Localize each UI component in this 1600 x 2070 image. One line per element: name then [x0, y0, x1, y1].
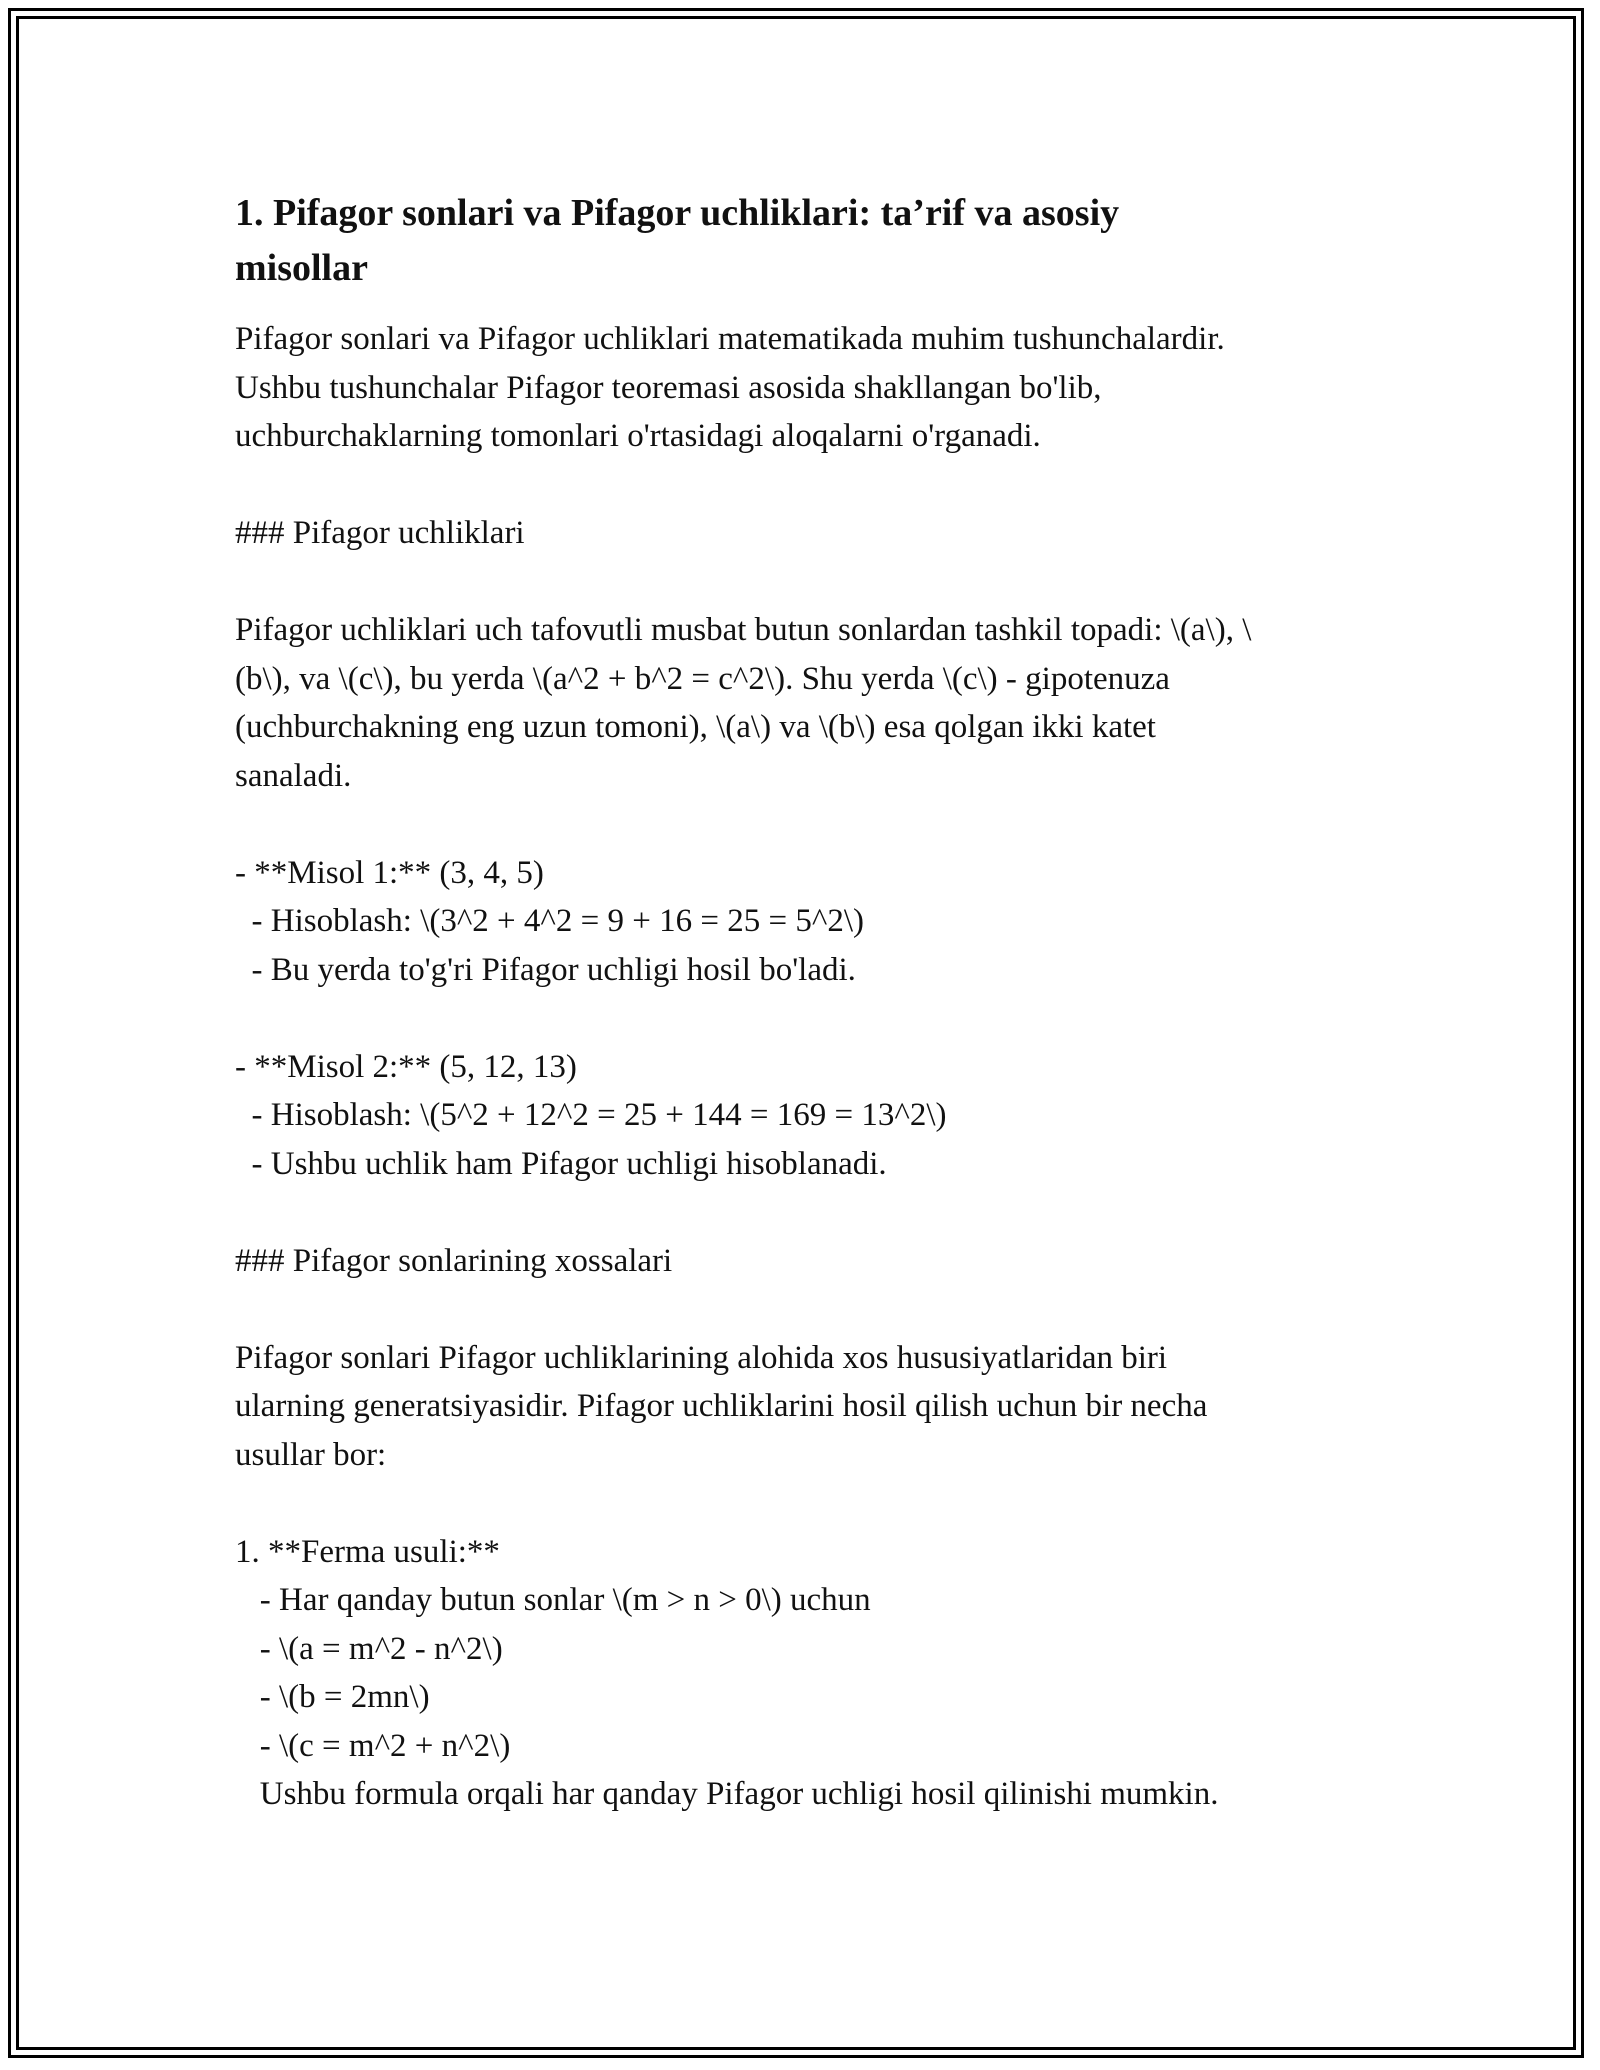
text-line: usullar bor:	[235, 1436, 387, 1473]
method-line: - Har qanday butun sonlar \(m > n > 0\) uchun	[235, 1582, 871, 1618]
method-line: - \(a = m^2 - n^2\)	[235, 1630, 503, 1667]
method-1-block	[235, 1528, 1385, 1819]
text-line: ularning generatsiyasidir. Pifagor uchliklarini hosil qilish uchun bir necha	[235, 1388, 1208, 1424]
blank-line	[235, 1188, 1385, 1237]
text-line: Pifagor sonlari va Pifagor uchliklari matematikada muhim tushunchalardir.	[235, 321, 1225, 357]
document-body	[235, 186, 1385, 1819]
blank-line	[235, 1285, 1385, 1334]
example-heading: - **Misol 1:** (3, 4, 5)	[235, 854, 544, 891]
method-line: - \(b = 2mn\)	[235, 1679, 430, 1715]
example-line: - Hisoblash: \(3^2 + 4^2 = 9 + 16 = 25 = 5^2\)	[235, 903, 864, 939]
intro-paragraph	[235, 315, 1385, 461]
title-line: misollar	[235, 247, 368, 289]
blank-line	[235, 461, 1385, 510]
section-heading-uchliklari: ### Pifagor uchliklari	[235, 515, 525, 551]
example-2-block	[235, 1043, 1385, 1189]
method-line: Ushbu formula orqali har qanday Pifagor uchligi hosil qilinishi mumkin.	[235, 1776, 1219, 1812]
blank-line	[235, 558, 1385, 607]
properties-paragraph	[235, 1334, 1385, 1480]
text-line: (uchburchakning eng uzun tomoni), \(a\) va \(b\) esa qolgan ikki katet	[235, 709, 1156, 745]
example-heading: - **Misol 2:** (5, 12, 13)	[235, 1048, 577, 1085]
example-1-block	[235, 849, 1385, 995]
text-line: uchburchaklarning tomonlari o'rtasidagi aloqalarni o'rganadi.	[235, 418, 1041, 454]
title-line: 1. Pifagor sonlari va Pifagor uchliklari: ta’rif va asosiy	[235, 192, 1120, 234]
blank-line	[235, 994, 1385, 1043]
text-line: Pifagor uchliklari uch tafovutli musbat butun sonlardan tashkil topadi: \(a\), \	[235, 612, 1252, 648]
method-line: - \(c = m^2 + n^2\)	[235, 1727, 511, 1764]
document-title	[235, 186, 1385, 296]
text-line: (b\), va \(c\), bu yerda \(a^2 + b^2 = c^2\). Shu yerda \(c\) - gipotenuza	[235, 660, 1170, 697]
example-line: - Bu yerda to'g'ri Pifagor uchligi hosil bo'ladi.	[235, 951, 856, 988]
text-line: Ushbu tushunchalar Pifagor teoremasi asosida shakllangan bo'lib,	[235, 369, 1102, 406]
blank-line	[235, 1479, 1385, 1528]
example-line: - Hisoblash: \(5^2 + 12^2 = 25 + 144 = 169 = 13^2\)	[235, 1097, 947, 1133]
section-heading-xossalari: ### Pifagor sonlarining xossalari	[235, 1242, 673, 1279]
example-line: - Ushbu uchlik ham Pifagor uchligi hisoblanadi.	[235, 1145, 887, 1182]
text-line: Pifagor sonlari Pifagor uchliklarining alohida xos hususiyatlaridan biri	[235, 1339, 1168, 1376]
blank-line	[235, 800, 1385, 849]
method-heading: 1. **Ferma usuli:**	[235, 1533, 500, 1570]
text-line: sanaladi.	[235, 757, 352, 794]
definition-paragraph	[235, 606, 1385, 800]
